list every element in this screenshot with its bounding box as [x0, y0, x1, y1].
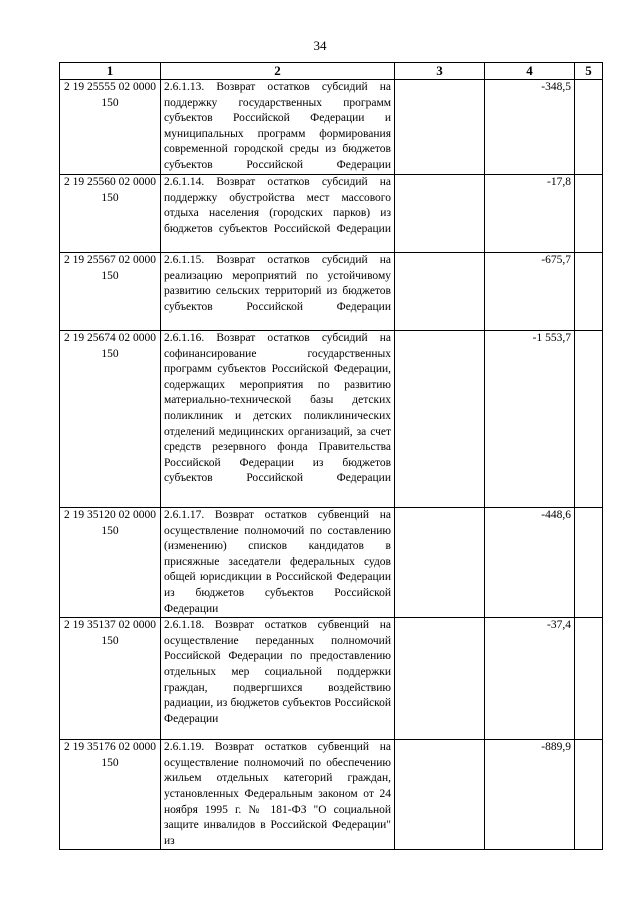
amount-cell: -17,8: [485, 175, 575, 253]
col5-cell: [575, 80, 603, 175]
budget-code: 2 19 25567 02 0000 150: [60, 253, 161, 331]
col3-cell: [395, 331, 485, 508]
amount-cell: -37,4: [485, 618, 575, 740]
row-description: 2.6.1.19. Возврат остатков субвенций на осуществление полномочий по обеспечению жильем отдельных категорий граждан, установленных Федеральным законом от 24 ноября 1995 г. № 181-ФЗ "О социальной защите инвалидов в Российской Федерации" из: [161, 740, 395, 850]
row-description: 2.6.1.17. Возврат остатков субвенций на осуществление полномочий по составлению (изменению) списков кандидатов в присяжные заседатели федеральных судов общей юрисдикции в Российской Федерации из бюджетов субъектов Российской Федерации: [161, 508, 395, 618]
header-col-3: 3: [395, 63, 485, 80]
table-row: [60, 508, 603, 618]
amount-cell: -348,5: [485, 80, 575, 175]
col5-cell: [575, 508, 603, 618]
header-col-2: 2: [161, 63, 395, 80]
header-col-5: 5: [575, 63, 603, 80]
budget-code: 2 19 25560 02 0000 150: [60, 175, 161, 253]
budget-code: 2 19 35120 02 0000 150: [60, 508, 161, 618]
col3-cell: [395, 508, 485, 618]
header-col-1: 1: [60, 63, 161, 80]
budget-code: 2 19 35137 02 0000 150: [60, 618, 161, 740]
col3-cell: [395, 618, 485, 740]
row-description: 2.6.1.16. Возврат остатков субсидий на софинансирование государственных программ субъектов Российской Федерации, содержащих мероприятия по развитию материально-технической базы детских поликлиник и детских поликлинических отделений медицинских организаций, за счет средств резервного фонда Правительства Российской Федерации из бюджетов субъектов Российской Федерации: [161, 331, 395, 508]
amount-cell: -675,7: [485, 253, 575, 331]
table-row: [60, 253, 603, 331]
col3-cell: [395, 253, 485, 331]
header-col-4: 4: [485, 63, 575, 80]
row-description: 2.6.1.15. Возврат остатков субсидий на реализацию мероприятий по устойчивому развитию сельских территорий из бюджетов субъектов Российской Федерации: [161, 253, 395, 331]
table-header-row: [60, 63, 603, 80]
col3-cell: [395, 740, 485, 850]
col5-cell: [575, 175, 603, 253]
row-description: 2.6.1.18. Возврат остатков субвенций на осуществление переданных полномочий Российской Федерации по предоставлению отдельных мер социальной поддержки граждан, подвергшихся воздействию радиации, из бюджетов субъектов Российской Федерации: [161, 618, 395, 740]
budget-code: 2 19 25674 02 0000 150: [60, 331, 161, 508]
table-row: [60, 331, 603, 508]
budget-table: [59, 62, 603, 850]
table-row: [60, 80, 603, 175]
amount-cell: -889,9: [485, 740, 575, 850]
table-row: [60, 175, 603, 253]
table-row: [60, 740, 603, 850]
amount-cell: -1 553,7: [485, 331, 575, 508]
row-description: 2.6.1.13. Возврат остатков субсидий на поддержку государственных программ субъектов Российской Федерации и муниципальных программ формирования современной городской среды из бюджетов субъектов Российской Федерации: [161, 80, 395, 175]
budget-code: 2 19 35176 02 0000 150: [60, 740, 161, 850]
row-description: 2.6.1.14. Возврат остатков субсидий на поддержку обустройства мест массового отдыха населения (городских парков) из бюджетов субъектов Российской Федерации: [161, 175, 395, 253]
col5-cell: [575, 253, 603, 331]
col5-cell: [575, 740, 603, 850]
col5-cell: [575, 331, 603, 508]
page-number: 34: [313, 38, 327, 53]
table-row: [60, 618, 603, 740]
col5-cell: [575, 618, 603, 740]
col3-cell: [395, 175, 485, 253]
budget-code: 2 19 25555 02 0000 150: [60, 80, 161, 175]
col3-cell: [395, 80, 485, 175]
amount-cell: -448,6: [485, 508, 575, 618]
